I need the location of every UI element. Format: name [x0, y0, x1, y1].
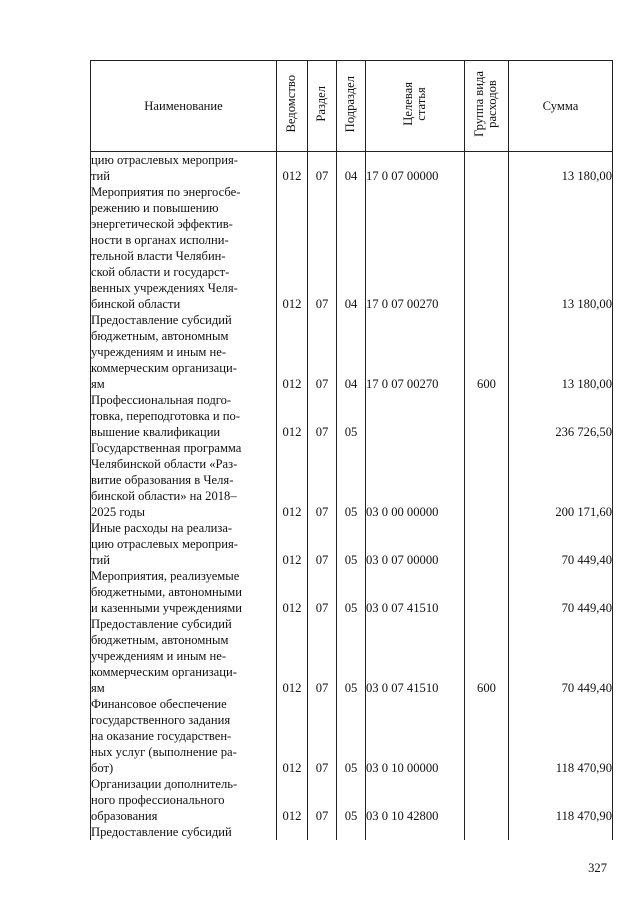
row-celevaya-statya: 03 0 10 00000	[366, 696, 465, 776]
row-vedomstvo: 012	[277, 696, 308, 776]
row-name-line: Мероприятия, реализуемые	[91, 569, 240, 583]
row-gruppa	[465, 824, 509, 840]
row-name-line: цию отраслевых мероприя-	[91, 153, 238, 167]
row-gruppa	[465, 568, 509, 616]
row-celevaya-statya: 03 0 07 00000	[366, 520, 465, 568]
row-podrazdel: 04	[337, 152, 366, 185]
row-summa: 13 180,00	[509, 312, 613, 392]
table-row	[91, 824, 613, 840]
row-name-line: Финансовое обеспечение	[91, 697, 227, 711]
row-name-line: бот)	[91, 761, 114, 775]
row-razdel: 07	[308, 312, 337, 392]
table-body	[91, 152, 613, 841]
row-name-line: Предоставление субсидий	[91, 617, 232, 631]
header-vedomstvo-text: Ведомство	[284, 75, 299, 133]
header-name-text: Наименование	[144, 98, 223, 113]
row-name-cell	[91, 824, 277, 840]
row-celevaya-statya: 03 0 07 41510	[366, 568, 465, 616]
row-name-line: тельной власти Челябин-	[91, 249, 226, 263]
page-number: 327	[588, 861, 607, 875]
row-name-line: тий	[91, 553, 110, 567]
row-razdel: 07	[308, 184, 337, 312]
row-name-cell	[91, 312, 277, 392]
row-name-line: коммерческим организаци-	[91, 361, 237, 375]
row-vedomstvo: 012	[277, 616, 308, 696]
header-razdel	[308, 61, 337, 152]
row-summa: 70 449,40	[509, 616, 613, 696]
row-name-cell	[91, 696, 277, 776]
row-celevaya-statya	[366, 392, 465, 440]
header-podrazdel-text: Подраздел	[343, 75, 358, 133]
row-podrazdel: 05	[337, 392, 366, 440]
table-row	[91, 152, 613, 185]
row-name-cell	[91, 392, 277, 440]
table-row	[91, 440, 613, 520]
row-summa	[509, 824, 613, 840]
header-podrazdel	[337, 61, 366, 152]
row-vedomstvo: 012	[277, 568, 308, 616]
table-row	[91, 392, 613, 440]
row-vedomstvo: 012	[277, 776, 308, 824]
row-razdel: 07	[308, 696, 337, 776]
row-summa: 118 470,90	[509, 776, 613, 824]
row-name-line: на оказание государствен-	[91, 729, 232, 743]
row-summa: 118 470,90	[509, 696, 613, 776]
row-razdel: 07	[308, 440, 337, 520]
row-summa: 13 180,00	[509, 184, 613, 312]
header-gruppa-vida-rashodov	[465, 61, 509, 152]
row-name-line: Иные расходы на реализа-	[91, 521, 233, 535]
row-gruppa	[465, 696, 509, 776]
row-gruppa	[465, 392, 509, 440]
row-name-line: тий	[91, 169, 110, 183]
row-gruppa	[465, 440, 509, 520]
row-celevaya-statya: 17 0 07 00270	[366, 184, 465, 312]
header-celevaya-text: Целевая статья	[400, 82, 428, 126]
row-gruppa: 600	[465, 616, 509, 696]
row-gruppa: 600	[465, 312, 509, 392]
row-name-line: Профессиональная подго-	[91, 393, 232, 407]
row-name-line: ного профессионального	[91, 793, 225, 807]
table-row	[91, 568, 613, 616]
row-podrazdel: 04	[337, 312, 366, 392]
row-name-line: Организации дополнитель-	[91, 777, 238, 791]
row-summa: 236 726,50	[509, 392, 613, 440]
row-gruppa	[465, 184, 509, 312]
row-name-line: ской области и государст-	[91, 265, 230, 279]
row-celevaya-statya: 03 0 00 00000	[366, 440, 465, 520]
row-vedomstvo: 012	[277, 184, 308, 312]
row-name-line: Челябинской области «Раз-	[91, 457, 238, 471]
row-name-cell	[91, 152, 277, 185]
row-podrazdel	[337, 824, 366, 840]
table-row	[91, 776, 613, 824]
row-name-line: бюджетным, автономным	[91, 329, 229, 343]
row-vedomstvo: 012	[277, 440, 308, 520]
row-name-cell	[91, 520, 277, 568]
row-name-line: коммерческим организаци-	[91, 665, 237, 679]
row-name-line: Предоставление субсидий	[91, 825, 232, 839]
row-podrazdel: 05	[337, 616, 366, 696]
row-summa: 70 449,40	[509, 520, 613, 568]
row-name-line: образования	[91, 809, 158, 823]
row-name-line: режению и повышению	[91, 201, 219, 215]
table-row	[91, 520, 613, 568]
row-celevaya-statya: 03 0 07 41510	[366, 616, 465, 696]
row-name-line: энергетической эффектив-	[91, 217, 233, 231]
row-name-cell	[91, 776, 277, 824]
row-celevaya-statya: 17 0 07 00000	[366, 152, 465, 185]
row-podrazdel: 05	[337, 776, 366, 824]
row-summa: 200 171,60	[509, 440, 613, 520]
row-name-line: ям	[91, 681, 105, 695]
table-row	[91, 616, 613, 696]
row-name-line: вышение квалификации	[91, 425, 221, 439]
row-name-line: бинской области	[91, 297, 181, 311]
row-vedomstvo: 012	[277, 312, 308, 392]
row-name-line: учреждениям и иным не-	[91, 345, 227, 359]
header-razdel-text: Раздел	[314, 86, 329, 122]
row-name-line: Государственная программа	[91, 441, 242, 455]
row-razdel: 07	[308, 520, 337, 568]
row-gruppa	[465, 520, 509, 568]
row-name-line: Мероприятия по энергосбе-	[91, 185, 241, 199]
table-row	[91, 696, 613, 776]
row-razdel: 07	[308, 616, 337, 696]
row-celevaya-statya: 03 0 10 42800	[366, 776, 465, 824]
row-razdel	[308, 824, 337, 840]
header-summa	[509, 61, 613, 152]
table-row	[91, 312, 613, 392]
row-name-line: витие образования в Челя-	[91, 473, 234, 487]
row-name-line: Предоставление субсидий	[91, 313, 232, 327]
row-podrazdel: 05	[337, 440, 366, 520]
budget-table	[90, 60, 613, 840]
row-name-cell	[91, 184, 277, 312]
row-name-line: бинской области» на 2018–	[91, 489, 237, 503]
row-podrazdel: 05	[337, 520, 366, 568]
row-name-line: учреждениям и иным не-	[91, 649, 227, 663]
table-row	[91, 184, 613, 312]
row-celevaya-statya: 17 0 07 00270	[366, 312, 465, 392]
row-name-cell	[91, 616, 277, 696]
row-name-line: и казенными учреждениями	[91, 601, 242, 615]
row-name-line: 2025 годы	[91, 505, 145, 519]
row-vedomstvo	[277, 824, 308, 840]
row-razdel: 07	[308, 776, 337, 824]
row-name-line: бюджетными, автономными	[91, 585, 242, 599]
row-podrazdel: 05	[337, 696, 366, 776]
row-name-cell	[91, 568, 277, 616]
row-podrazdel: 05	[337, 568, 366, 616]
row-name-line: бюджетным, автономным	[91, 633, 229, 647]
row-podrazdel: 04	[337, 184, 366, 312]
row-razdel: 07	[308, 392, 337, 440]
row-name-line: ных услуг (выполнение ра-	[91, 745, 237, 759]
header-name	[91, 61, 277, 152]
row-celevaya-statya	[366, 824, 465, 840]
row-razdel: 07	[308, 152, 337, 185]
row-vedomstvo: 012	[277, 392, 308, 440]
header-celevaya-statya	[366, 61, 465, 152]
row-summa: 70 449,40	[509, 568, 613, 616]
row-vedomstvo: 012	[277, 152, 308, 185]
row-name-cell	[91, 440, 277, 520]
row-name-line: товка, переподготовка и по-	[91, 409, 241, 423]
row-name-line: цию отраслевых мероприя-	[91, 537, 238, 551]
header-gruppa-text: Группа вида расходов	[472, 71, 500, 137]
row-gruppa	[465, 152, 509, 185]
row-vedomstvo: 012	[277, 520, 308, 568]
row-razdel: 07	[308, 568, 337, 616]
header-row	[91, 61, 613, 152]
row-gruppa	[465, 776, 509, 824]
header-vedomstvo	[277, 61, 308, 152]
row-name-line: ности в органах исполни-	[91, 233, 229, 247]
row-name-line: ям	[91, 377, 105, 391]
row-name-line: венных учреждениях Челя-	[91, 281, 238, 295]
header-summa-text: Сумма	[542, 98, 579, 113]
row-summa: 13 180,00	[509, 152, 613, 185]
row-name-line: государственного задания	[91, 713, 231, 727]
